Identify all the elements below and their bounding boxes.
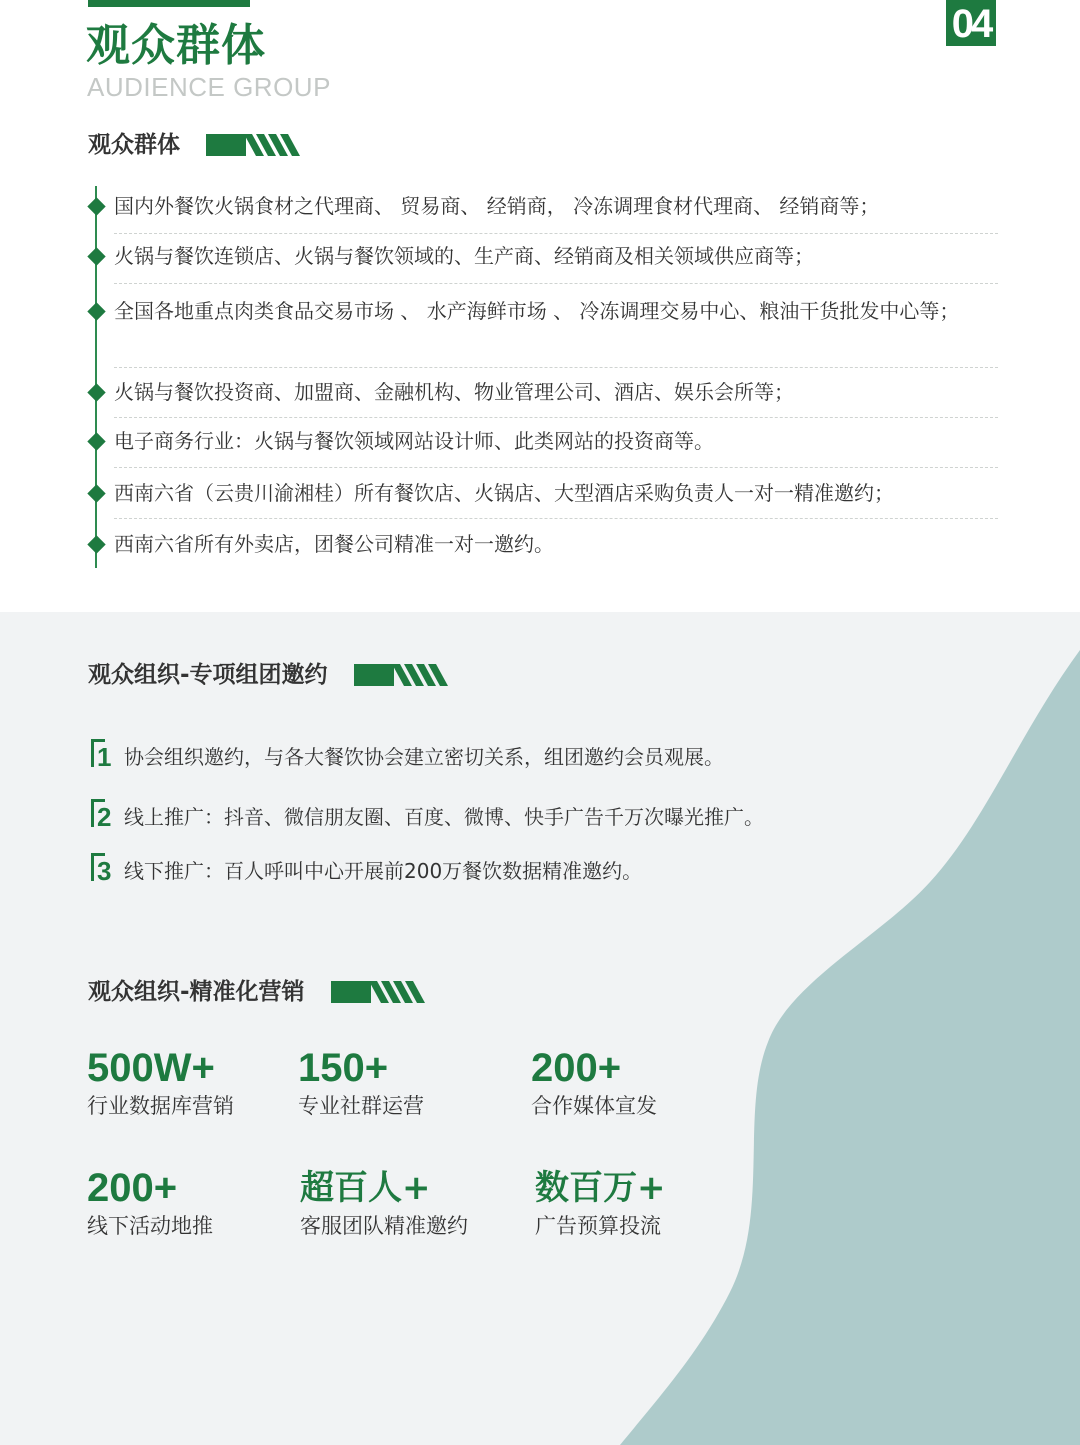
diamond-bullet-icon: [87, 197, 105, 215]
dashed-divider: [114, 233, 998, 234]
stat-value: 200+: [87, 1166, 178, 1210]
section-heading-org-group: [88, 660, 450, 690]
list-item-text: 全国各地重点肉类食品交易市场 、 水产海鲜市场 、 冷冻调理交易中心、粮油干货批发中心等；: [114, 299, 960, 323]
diamond-bullet-icon: [87, 535, 105, 553]
stat-value: 200+: [531, 1046, 622, 1090]
list-item-text: 国内外餐饮火锅食材之代理商、 贸易商、 经销商， 冷冻调理食材代理商、 经销商等；: [114, 194, 880, 218]
stat-block: [87, 1166, 213, 1240]
dashed-divider: [114, 367, 998, 368]
stat-block: [300, 1166, 468, 1240]
stat-block: [298, 1046, 424, 1120]
list-item-text: 火锅与餐饮连锁店、火锅与餐饮领域的、生产商、经销商及相关领域供应商等；: [114, 244, 814, 268]
list-vertical-line: [95, 186, 97, 568]
org-item-text: 线上推广：抖音、微信朋友圈、百度、微博、快手广告千万次曝光推广。: [124, 804, 764, 829]
list-item-text: 西南六省（云贵川渝湘桂）所有餐饮店、火锅店、大型酒店采购负责人一对一精准邀约；: [114, 481, 894, 505]
stat-caption: 客服团队精准邀约: [300, 1214, 468, 1238]
page-title: 观众群体: [86, 20, 266, 71]
stat-value: 500W+: [87, 1046, 215, 1090]
page-subtitle: AUDIENCE GROUP: [87, 72, 331, 102]
stat-block: [535, 1166, 666, 1240]
stripes-decoration-icon: [206, 134, 302, 156]
item-number: 2: [97, 802, 112, 832]
diamond-bullet-icon: [87, 247, 105, 265]
diamond-bullet-icon: [87, 484, 105, 502]
org-list-item: [91, 738, 724, 772]
stat-block: [87, 1046, 234, 1120]
stat-caption: 合作媒体宣发: [531, 1094, 657, 1118]
stat-block: [531, 1046, 657, 1120]
item-number: 3: [97, 856, 112, 886]
org-list-item: [91, 798, 764, 832]
number-badge: [91, 799, 117, 831]
stat-caption: 专业社群运营: [298, 1094, 424, 1118]
list-item-text: 西南六省所有外卖店，团餐公司精准一对一邀约。: [114, 532, 554, 556]
dashed-divider: [114, 467, 998, 468]
dashed-divider: [114, 283, 998, 284]
item-number: 1: [97, 742, 112, 772]
dashed-divider: [114, 417, 998, 418]
diamond-bullet-icon: [87, 302, 105, 320]
stat-caption: 广告预算投流: [535, 1214, 661, 1238]
diamond-bullet-icon: [87, 383, 105, 401]
org-item-text: 协会组织邀约，与各大餐饮协会建立密切关系，组团邀约会员观展。: [124, 744, 724, 769]
decorative-wave-shape: [0, 612, 1080, 1445]
stripes-decoration-icon: [354, 664, 450, 686]
section-title: 观众群体: [88, 132, 180, 158]
diamond-bullet-icon: [87, 432, 105, 450]
stat-value: 数百万+: [535, 1168, 666, 1208]
lower-panel-background: [0, 612, 1080, 1445]
section-heading-org-marketing: [88, 977, 427, 1007]
section-title: 观众组织-精准化营销: [88, 979, 305, 1005]
section-heading-audience: [88, 130, 302, 160]
stat-caption: 行业数据库营销: [87, 1094, 234, 1118]
dashed-divider: [114, 518, 998, 519]
org-list-item: [91, 852, 642, 886]
stat-caption: 线下活动地推: [87, 1214, 213, 1238]
stat-value: 超百人+: [300, 1168, 431, 1208]
list-item-text: 火锅与餐饮投资商、加盟商、金融机构、物业管理公司、酒店、娱乐会所等；: [114, 380, 794, 404]
list-item-text: 电子商务行业：火锅与餐饮领域网站设计师、此类网站的投资商等。: [114, 429, 714, 453]
org-item-text: 线下推广：百人呼叫中心开展前200万餐饮数据精准邀约。: [124, 858, 643, 883]
section-title: 观众组织-专项组团邀约: [88, 662, 328, 688]
stripes-decoration-icon: [331, 981, 427, 1003]
header-accent-bar: [88, 0, 250, 7]
number-badge: [91, 739, 117, 771]
number-badge: [91, 853, 117, 885]
stat-value: 150+: [298, 1046, 389, 1090]
page-number: 04: [951, 2, 991, 46]
